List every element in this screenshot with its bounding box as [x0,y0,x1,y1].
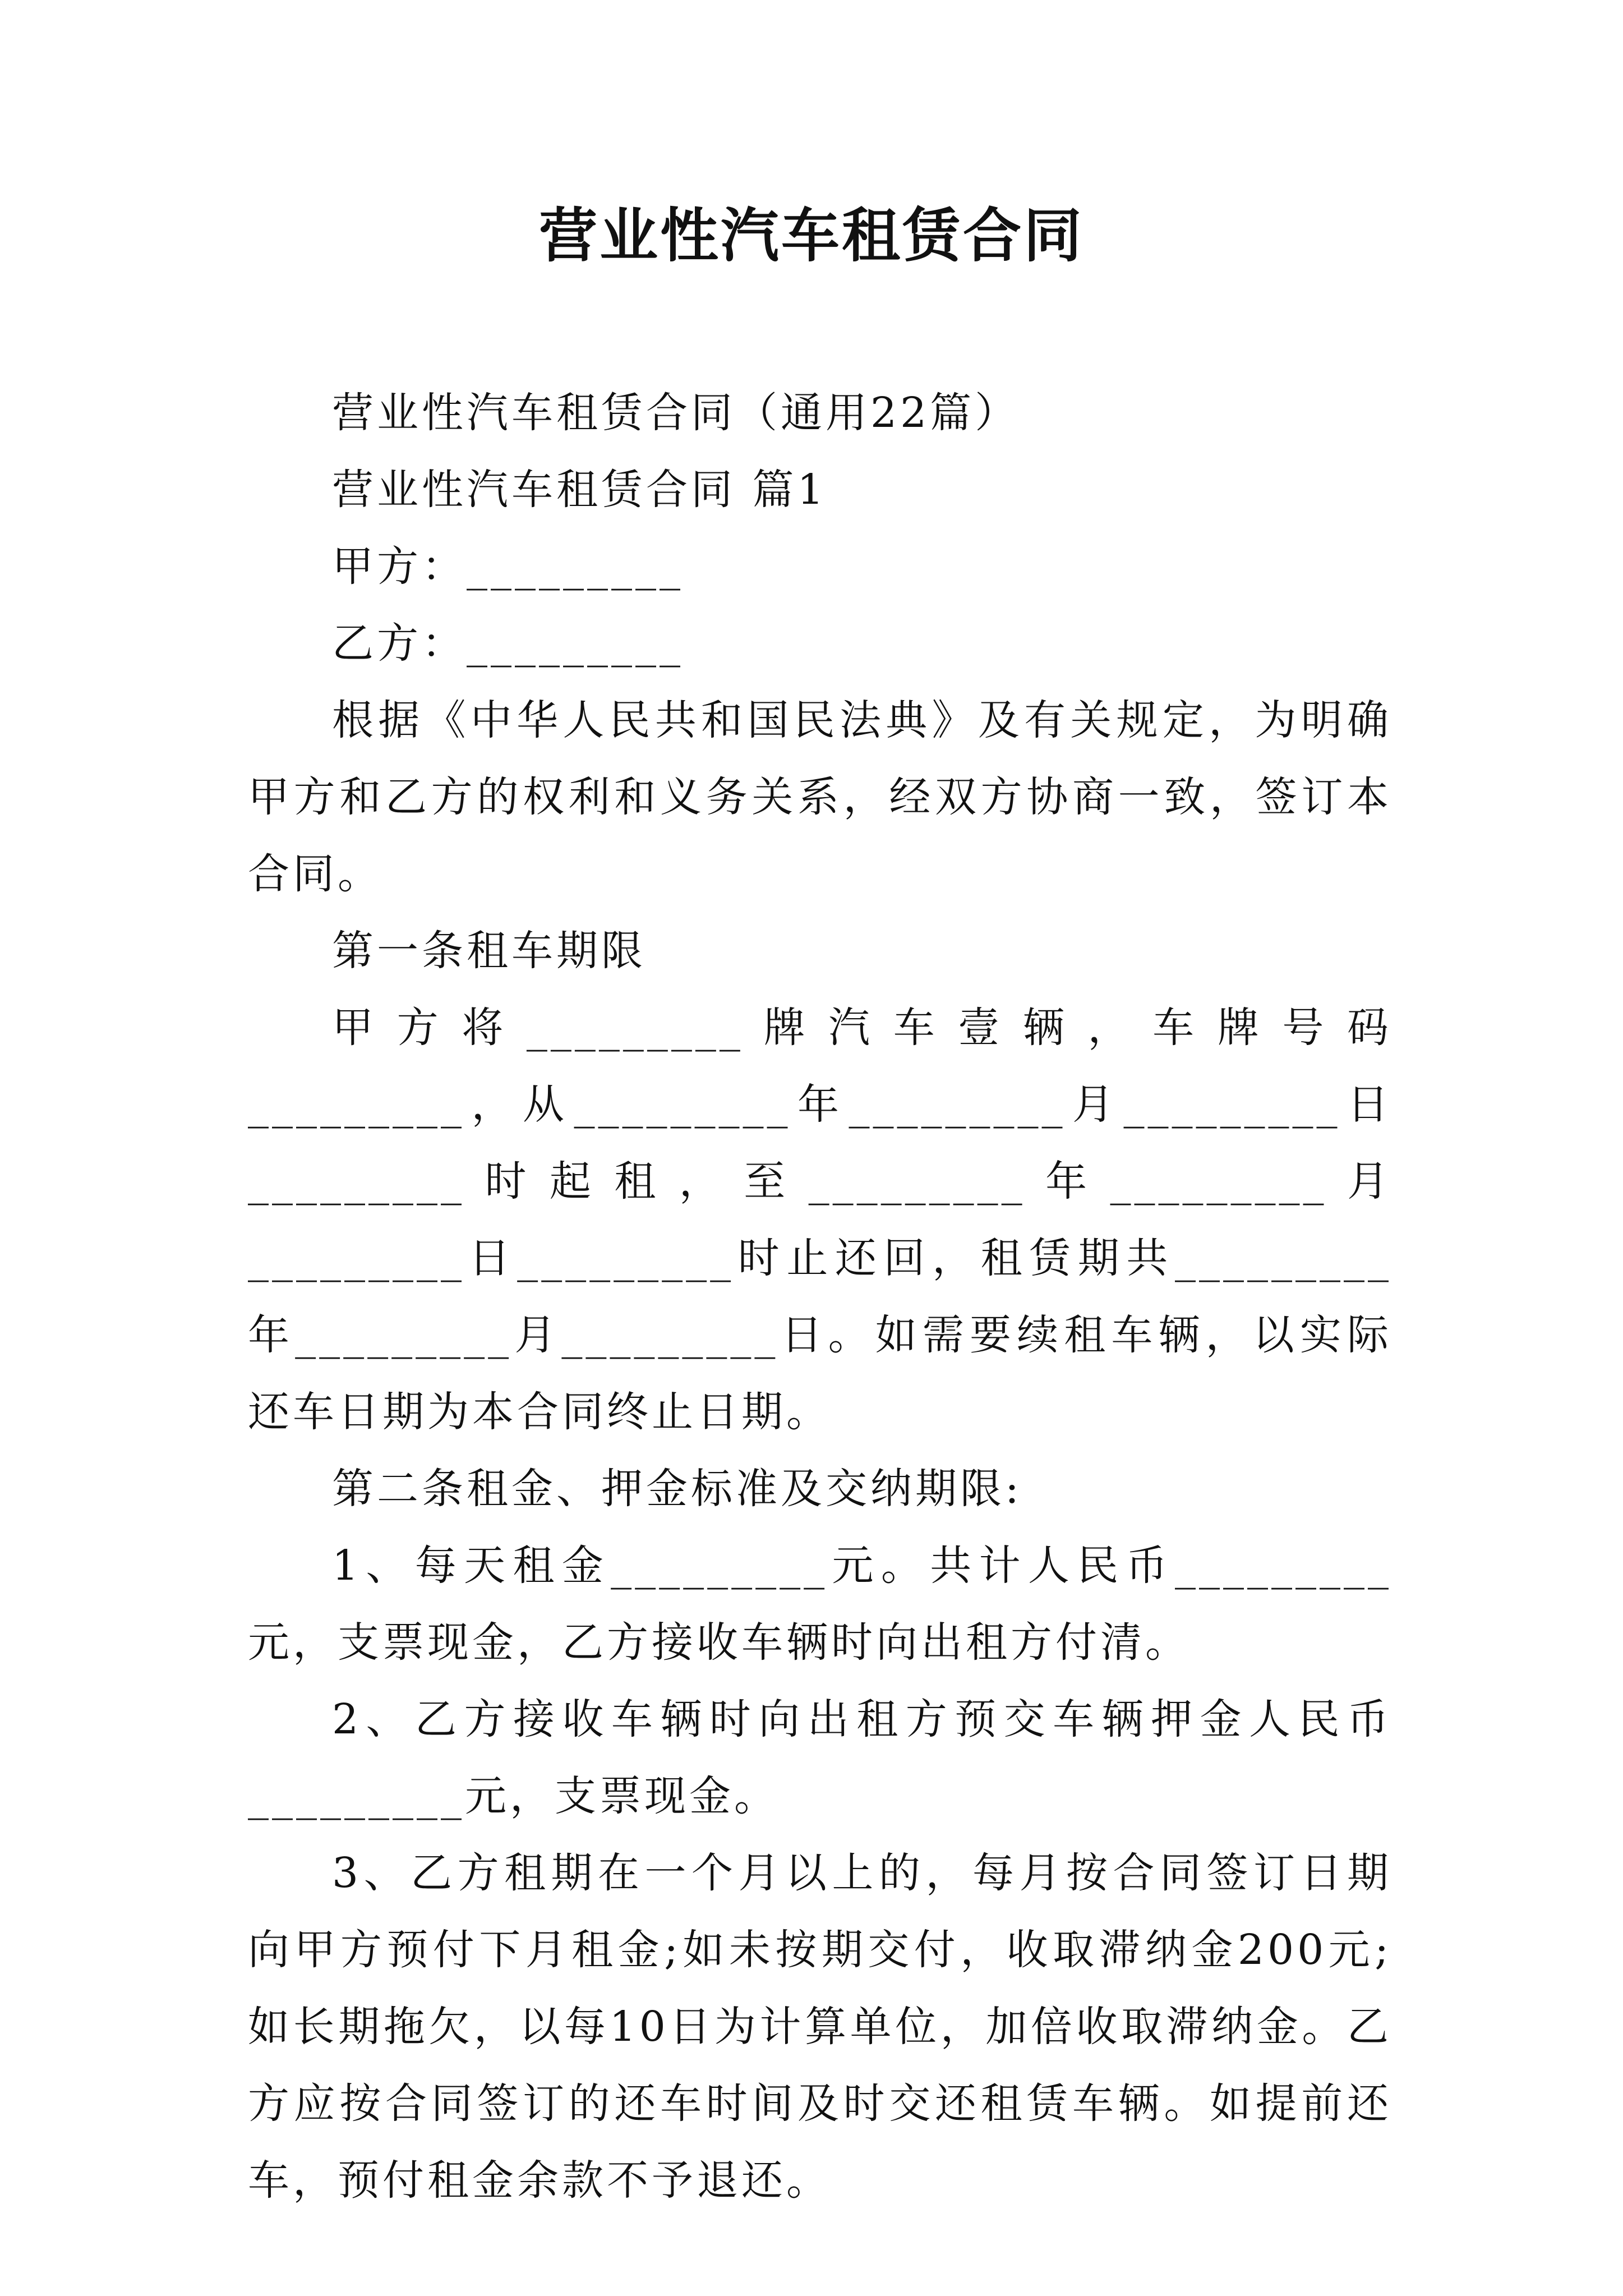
paragraph-party-a: 甲方：_________ [332,542,684,591]
paragraph-section-heading: 营业性汽车租赁合同 篇1 [332,466,827,514]
paragraph-article-2-item-1: 1、每天租金_________元。共计人民币_________元，支票现金，乙方接收车辆时向出租方付清。 [248,1542,1392,1667]
paragraph-article-1-heading: 第一条租车期限 [332,927,646,975]
paragraph-article-2-heading: 第二条租金、押金标准及交纳期限: [332,1465,1022,1513]
document-body [248,375,1392,2219]
paragraph-article-2-item-3: 3、乙方租期在一个月以上的，每月按合同签订日期向甲方预付下月租金;如未按期交付，收取滞纳金200元;如长期拖欠，以每10日为计算单位，加倍收取滞纳金。乙方应按合同签订的还车时间及时交还租赁车辆。如提前还车，预付租金余款不予退还。 [248,1849,1392,2205]
paragraph-party-b: 乙方：_________ [332,619,684,668]
paragraph-subtitle: 营业性汽车租赁合同（通用22篇） [332,389,1020,437]
document-title: 营业性汽车租赁合同 [538,201,1084,270]
paragraph-article-2-item-2: 2、乙方接收车辆时向出租方预交车辆押金人民币_________元，支票现金。 [248,1695,1392,1820]
paragraph-preamble: 根据《中华人民共和国民法典》及有关规定，为明确甲方和乙方的权利和义务关系，经双方协商一致，签订本合同。 [248,696,1392,898]
paragraph-article-1-body: 甲方将_________牌汽车壹辆，车牌号码_________，从_________年_________月_________日_________时起租，至_________年_________月_________日_________时止还回，租赁期共_________年_________月_________日。如需要续租车辆，以实际还车日期为本合同终止日期。 [248,1004,1392,1436]
